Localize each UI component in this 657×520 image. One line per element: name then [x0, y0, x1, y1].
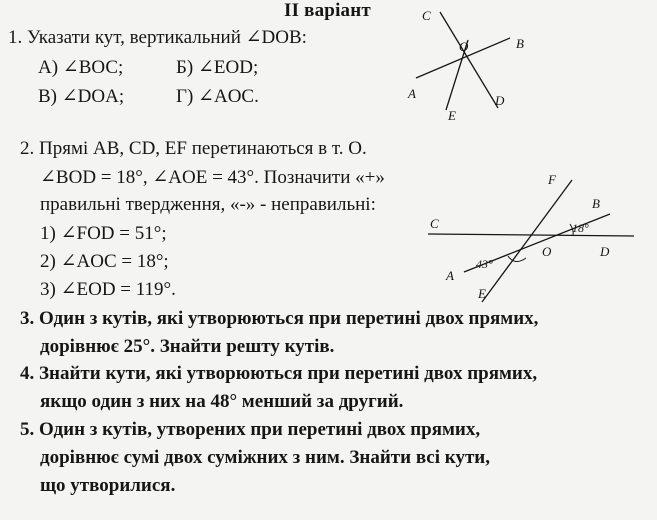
- task3-line1: 3. Один з кутів, які утворюються при перетині двох прямих,: [20, 308, 539, 329]
- task1-option-d: Г) ∠AOC.: [176, 86, 259, 107]
- line-ef: [482, 180, 572, 302]
- label-c: C: [422, 8, 431, 23]
- label-b: B: [592, 196, 600, 211]
- label-b: B: [516, 36, 524, 51]
- arc-43: [508, 256, 526, 262]
- task1-option-c: В) ∠DOA;: [38, 86, 125, 107]
- label-angle-18: 18°: [572, 221, 589, 235]
- task5-line3: що утворилися.: [40, 475, 176, 496]
- task2-statement-3: 3) ∠EOD = 119°.: [40, 279, 176, 300]
- task5-line1: 5. Один з кутів, утворених при перетині двох прямих,: [20, 419, 481, 440]
- label-c: C: [430, 216, 439, 231]
- line-cd: [440, 12, 498, 108]
- task2-figure: [420, 170, 645, 305]
- variant-heading: II варіант: [284, 0, 371, 21]
- task2-statement-1: 1) ∠FOD = 51°;: [40, 223, 167, 244]
- task4-line2: якщо один з них на 48° менший за другий.: [40, 391, 404, 412]
- label-a: A: [446, 268, 454, 283]
- task4-line1: 4. Знайти кути, які утворюються при перетині двох прямих,: [20, 363, 538, 384]
- label-o: O: [542, 244, 552, 259]
- label-angle-43: 43°: [476, 257, 493, 271]
- task1-option-b: Б) ∠EOD;: [176, 57, 259, 78]
- label-a: A: [408, 86, 416, 101]
- task2-line1: 2. Прямі AB, CD, EF перетинаються в т. O.: [20, 138, 367, 159]
- label-d: D: [600, 244, 610, 259]
- label-o: O: [459, 39, 469, 54]
- task1-question: 1. Указати кут, вертикальний ∠DOB:: [8, 27, 307, 48]
- task2-line2: ∠BOD = 18°, ∠AOE = 43°. Позначити «+»: [40, 167, 385, 188]
- task1-figure: [400, 0, 550, 130]
- label-e: E: [478, 286, 486, 301]
- task2-line3: правильні твердження, «-» - неправильні:: [40, 194, 376, 215]
- label-e: E: [448, 108, 456, 123]
- task1-option-a: А) ∠ВОС;: [38, 57, 124, 78]
- task5-line2: дорівнює сумі двох суміжних з ним. Знайти всі кути,: [40, 447, 490, 468]
- label-f: F: [548, 172, 556, 187]
- task2-statement-2: 2) ∠AOC = 18°;: [40, 251, 169, 272]
- task3-line2: дорівнює 25°. Знайти решту кутів.: [40, 336, 335, 357]
- label-d: D: [495, 93, 505, 108]
